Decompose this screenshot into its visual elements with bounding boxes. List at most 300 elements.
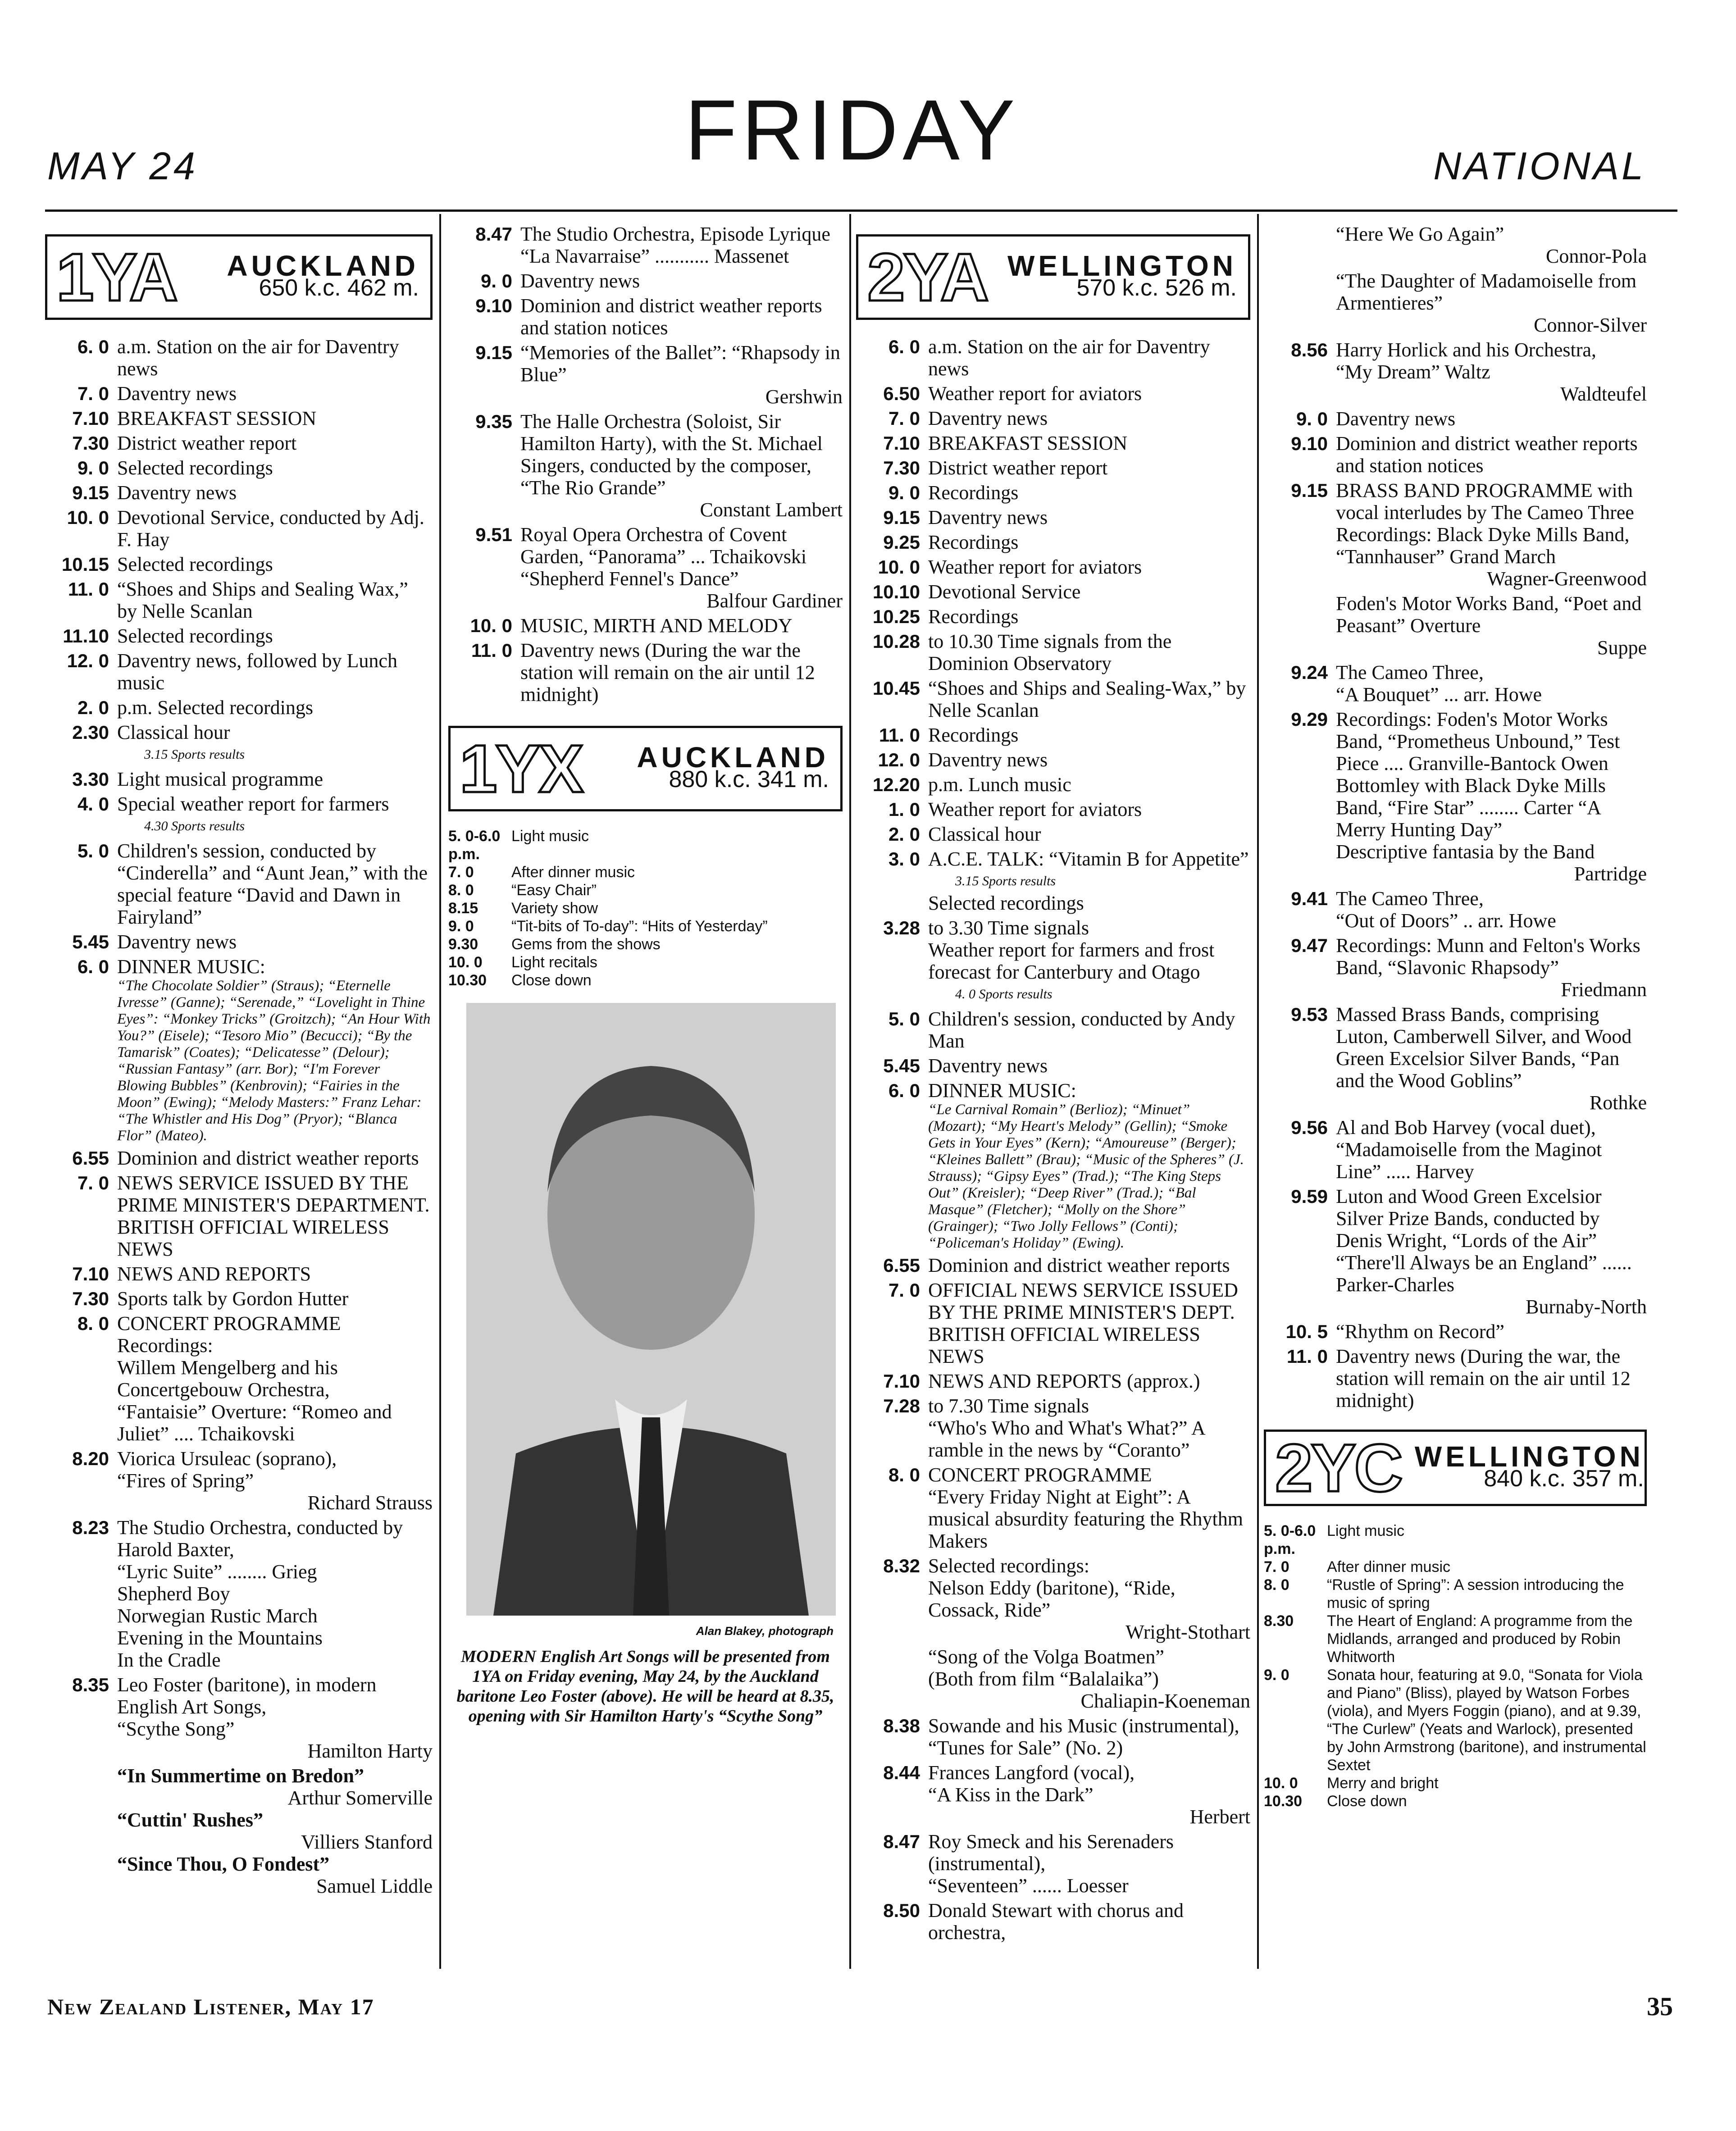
entry-text: a.m. Station on the air for Daventry news bbox=[117, 336, 399, 380]
entry-time: 12. 0 bbox=[878, 749, 920, 770]
entry-description bbox=[928, 1830, 1250, 1897]
entry-description bbox=[928, 482, 1250, 504]
schedule-entry bbox=[1264, 1116, 1647, 1183]
entry-text: The Studio Orchestra, conducted by Harold Baxter, bbox=[117, 1516, 403, 1561]
entry-text: Luton and Wood Green Excelsior Silver Prize Bands, conducted by Denis Wright, “Lords of the Air” bbox=[1336, 1185, 1602, 1252]
entry-description bbox=[117, 336, 433, 380]
entry-time bbox=[1264, 223, 1336, 267]
schedule-entry bbox=[856, 382, 1250, 405]
entry-time: 7.30 bbox=[72, 433, 109, 454]
entry-text: “Rhythm on Record” bbox=[1336, 1320, 1504, 1343]
tail-title: “Since Thou, O Fondest” bbox=[117, 1853, 330, 1875]
entry-text: Donald Stewart with chorus and orchestra, bbox=[928, 1899, 1184, 1944]
entry-description bbox=[1336, 708, 1647, 885]
schedule-entry bbox=[856, 1254, 1250, 1276]
entry-composer: Chaliapin-Koeneman bbox=[1080, 1690, 1250, 1712]
tail-composer: Samuel Liddle bbox=[316, 1875, 433, 1897]
entry-time: 8.56 bbox=[1291, 339, 1328, 360]
entry-description bbox=[928, 1254, 1250, 1276]
entry-text: OFFICIAL NEWS SERVICE ISSUED BY THE PRIME MINISTER'S DEPT. BRITISH OFFICIAL WIRELESS NEWS bbox=[928, 1279, 1238, 1367]
entry-time: 8.35 bbox=[72, 1674, 109, 1695]
entry-description bbox=[1336, 479, 1647, 590]
entry-time: 2. 0 bbox=[77, 697, 109, 718]
schedule-entry bbox=[856, 1079, 1250, 1252]
small-entry-text: Merry and bright bbox=[1327, 1775, 1439, 1792]
entry-text: Daventry news bbox=[117, 931, 237, 953]
entry-text: “Shoes and Ships and Sealing-Wax,” by Nelle Scanlan bbox=[928, 677, 1246, 721]
entry-time: 10. 0 bbox=[878, 556, 920, 578]
station-box-1ya bbox=[45, 234, 433, 320]
small-entry bbox=[1264, 1666, 1647, 1774]
entry-text: Children's session, conducted by “Cinderella” and “Aunt Jean,” with the special feature “David and Dawn in Fairyland” bbox=[117, 840, 428, 928]
entry-time: 6.55 bbox=[883, 1255, 920, 1276]
entry-note: 4.30 Sports results bbox=[144, 819, 245, 833]
entry-description bbox=[117, 650, 433, 694]
schedule-entry bbox=[856, 1899, 1250, 1944]
entry-time: 5.45 bbox=[883, 1055, 920, 1076]
entry-time: 5. 0 bbox=[888, 1008, 920, 1029]
entry-note: 3.15 Sports results bbox=[955, 874, 1056, 888]
entry-text: Weather report for aviators bbox=[928, 798, 1142, 820]
entry-text: BRASS BAND PROGRAMME with vocal interludes by The Cameo Three bbox=[1336, 479, 1634, 524]
entry-time: 11. 0 bbox=[879, 724, 920, 746]
entry-text: Viorica Ursuleac (soprano), bbox=[117, 1448, 337, 1470]
station-city: AUCKLAND bbox=[637, 741, 829, 774]
entry-description bbox=[928, 1555, 1250, 1643]
schedule-list bbox=[1264, 223, 1647, 1412]
small-entry bbox=[1264, 1576, 1647, 1612]
small-entry-text: After dinner music bbox=[511, 864, 635, 881]
entry-detail: Nelson Eddy (baritone), “Ride, Cossack, Ride” bbox=[928, 1577, 1176, 1621]
entry-time: 9.51 bbox=[475, 524, 512, 545]
entry-description bbox=[928, 1055, 1250, 1077]
entry-description bbox=[520, 270, 843, 292]
entry-time: 3.30 bbox=[72, 769, 109, 790]
schedule-entry bbox=[856, 1715, 1250, 1759]
entry-description bbox=[117, 1263, 433, 1285]
station-frequency: 840 k.c. 357 m. bbox=[1484, 1466, 1644, 1492]
entry-description bbox=[928, 1646, 1250, 1712]
entry-text: Daventry news bbox=[117, 382, 237, 405]
entry-text: Dominion and district weather reports and station notices bbox=[520, 295, 822, 339]
schedule-entry bbox=[856, 1008, 1250, 1052]
column-divider bbox=[439, 214, 441, 1969]
entry-text: Devotional Service, conducted by Adj. F. Hay bbox=[117, 506, 424, 551]
entry-composer: Partridge bbox=[1574, 863, 1647, 885]
station-city: WELLINGTON bbox=[1414, 1440, 1644, 1473]
schedule-entry bbox=[45, 457, 433, 479]
portrait-image bbox=[466, 1003, 836, 1616]
entry-time: 5. 0 bbox=[77, 840, 109, 861]
entry-description bbox=[1336, 592, 1647, 659]
schedule-entry bbox=[45, 650, 433, 694]
schedule-entry bbox=[856, 1830, 1250, 1897]
entry-time: 7.30 bbox=[883, 457, 920, 478]
entry-text: BREAKFAST SESSION bbox=[928, 432, 1128, 454]
schedule-entry bbox=[856, 724, 1250, 746]
entry-time: 4. 0 bbox=[77, 793, 109, 815]
entry-time: 7. 0 bbox=[77, 383, 109, 404]
entry-description bbox=[520, 410, 843, 521]
small-entry bbox=[448, 953, 843, 971]
entry-description bbox=[928, 531, 1250, 553]
entry-composer: Herbert bbox=[1189, 1806, 1250, 1828]
entry-text: MUSIC, MIRTH AND MELODY bbox=[520, 615, 793, 637]
entry-text: Dominion and district weather reports and station notices bbox=[1336, 433, 1638, 477]
entry-text: Recordings bbox=[928, 606, 1019, 628]
entry-description bbox=[520, 223, 843, 267]
entry-text: CONCERT PROGRAMME bbox=[117, 1312, 341, 1334]
schedule-entry bbox=[45, 506, 433, 551]
schedule-entry bbox=[45, 1288, 433, 1310]
entry-time: 10.45 bbox=[872, 678, 920, 699]
entry-description bbox=[117, 382, 433, 405]
schedule-entry bbox=[856, 1555, 1250, 1643]
entry-time: 6. 0 bbox=[888, 1080, 920, 1101]
station-box-2yc bbox=[1264, 1430, 1647, 1506]
schedule-entry bbox=[448, 342, 843, 408]
schedule-entry bbox=[1264, 592, 1647, 659]
entry-time: 6. 0 bbox=[77, 336, 109, 357]
entry-time: 9. 0 bbox=[480, 270, 512, 291]
entry-time: 9. 0 bbox=[77, 457, 109, 478]
small-entry-text: “Tit-bits of To-day”: “Hits of Yesterday” bbox=[511, 918, 768, 935]
entry-text: CONCERT PROGRAMME bbox=[928, 1464, 1152, 1486]
entry-description bbox=[928, 407, 1250, 429]
small-entry-time: 10. 0 bbox=[448, 954, 483, 971]
portrait-photo bbox=[466, 1003, 836, 1616]
entry-text: Al and Bob Harvey (vocal duet), “Madamoiselle from the Maginot Line” ..... Harvey bbox=[1336, 1116, 1602, 1183]
entry-text: Light musical programme bbox=[117, 768, 323, 790]
entry-description bbox=[117, 1516, 433, 1671]
entry-text: District weather report bbox=[928, 457, 1108, 479]
entry-time: 9. 0 bbox=[1296, 408, 1328, 429]
entry-description bbox=[928, 1464, 1250, 1552]
column-2ya-continued bbox=[1264, 223, 1647, 1810]
schedule-entry bbox=[1264, 270, 1647, 336]
entry-time: 3. 0 bbox=[888, 848, 920, 870]
schedule-entry bbox=[856, 506, 1250, 528]
schedule-entry bbox=[856, 1370, 1250, 1392]
entry-time: 7.10 bbox=[72, 1263, 109, 1284]
entry-description bbox=[117, 407, 433, 429]
entry-description bbox=[928, 1762, 1250, 1828]
station-frequency: 880 k.c. 341 m. bbox=[669, 766, 829, 792]
entry-text: “Memories of the Ballet”: “Rhapsody in Blue” bbox=[520, 342, 840, 386]
entry-description bbox=[117, 1312, 433, 1445]
entry-description bbox=[117, 931, 433, 953]
schedule-entry bbox=[45, 956, 433, 1144]
entry-description bbox=[117, 553, 433, 575]
entry-note: 4. 0 Sports results bbox=[955, 987, 1053, 1002]
entry-composer: Wagner-Greenwood bbox=[1487, 568, 1647, 590]
tail-composer: Villiers Stanford bbox=[301, 1831, 433, 1853]
small-entry bbox=[1264, 1558, 1647, 1576]
entry-text: a.m. Station on the air for Daventry news bbox=[928, 336, 1210, 380]
entry-time: 9.25 bbox=[883, 532, 920, 553]
entry-time: 2.30 bbox=[72, 722, 109, 743]
entry-text: Sowande and his Music (instrumental), bbox=[928, 1715, 1239, 1737]
small-entry-time: 8.15 bbox=[448, 900, 478, 917]
entry-text: Sports talk by Gordon Hutter bbox=[117, 1288, 349, 1310]
entry-line: Willem Mengelberg and his Concertgebouw Orchestra, bbox=[117, 1357, 338, 1401]
entry-description bbox=[117, 506, 433, 551]
entry-description bbox=[928, 823, 1250, 845]
entry-text: Selected recordings bbox=[117, 457, 273, 479]
entry-time: 10.10 bbox=[872, 581, 920, 602]
schedule-entry bbox=[856, 581, 1250, 603]
small-entry-time: 7. 0 bbox=[448, 864, 474, 881]
schedule-list bbox=[45, 336, 433, 1762]
small-entry bbox=[448, 935, 843, 953]
entry-description bbox=[1336, 339, 1647, 405]
station-city: WELLINGTON bbox=[1007, 250, 1237, 282]
entry-composer: Hamilton Harty bbox=[307, 1740, 433, 1762]
entry-description bbox=[117, 482, 433, 504]
entry-composer: Wright-Stothart bbox=[1125, 1621, 1250, 1643]
schedule-entry bbox=[45, 697, 433, 719]
entry-description bbox=[928, 432, 1250, 454]
schedule-entry bbox=[45, 578, 433, 622]
entry-time: 9.35 bbox=[475, 411, 512, 432]
entry-text: BREAKFAST SESSION bbox=[117, 407, 317, 429]
small-entry bbox=[448, 827, 843, 863]
schedule-entry bbox=[856, 606, 1250, 628]
entry-description bbox=[117, 697, 433, 719]
entry-composer: Burnaby-North bbox=[1526, 1296, 1647, 1318]
entry-time: 9.53 bbox=[1291, 1004, 1328, 1025]
schedule-entry bbox=[45, 432, 433, 454]
entry-text: DINNER MUSIC: bbox=[117, 956, 265, 978]
schedule-entry bbox=[448, 270, 843, 292]
schedule-entry bbox=[1264, 433, 1647, 477]
schedule-entry bbox=[856, 1762, 1250, 1828]
entry-description bbox=[117, 768, 433, 790]
entry-detail: Weather report for farmers and frost forecast for Canterbury and Otago bbox=[928, 939, 1215, 983]
station-box-2ya bbox=[856, 234, 1250, 320]
schedule-entry bbox=[1264, 708, 1647, 885]
entry-description bbox=[117, 1172, 433, 1260]
entry-text: District weather report bbox=[117, 432, 297, 454]
schedule-entry bbox=[1264, 934, 1647, 1001]
entry-text: Foden's Motor Works Band, “Poet and Peasant” Overture bbox=[1336, 592, 1642, 637]
station-code: 2YA bbox=[867, 239, 988, 315]
entry-time: 9.10 bbox=[1291, 433, 1328, 454]
entry-text: The Studio Orchestra, Episode Lyrique “La Navarraise” ........... Massenet bbox=[520, 223, 830, 267]
entry-description bbox=[117, 956, 433, 1144]
schedule-entry bbox=[856, 848, 1250, 914]
entry-text: Massed Brass Bands, comprising Luton, Camberwell Silver, and Wood Green Excelsior Silver Bands, “Pan and the Wood Goblins” bbox=[1336, 1003, 1632, 1092]
entry-time: 11.10 bbox=[63, 625, 109, 647]
entry-text: Weather report for aviators bbox=[928, 556, 1142, 578]
small-entry-text: Light music bbox=[511, 828, 589, 845]
entry-text: Roy Smeck and his Serenaders (instrumental), bbox=[928, 1830, 1174, 1875]
footer-publication: New Zealand Listener, May 17 bbox=[47, 1994, 374, 2019]
schedule-entry bbox=[856, 749, 1250, 771]
entry-dinner-music: “The Chocolate Soldier” (Straus); “Eternelle Ivresse” (Ganne); “Serenade,” “Lovelight in Thine Eyes”: “Monkey Tricks” (Groitzch); “An Hour With You?” (Eisele); “Tesoro Mio” (Becucci); “By the Tamarisk” (Coates); “Delicatesse” (Delour); “Russian Fantasy” (arr. Bor); “I'm Forever Blowing Bubbles” (Kenbrovin); “Fairies in the Moon” (Ewing); “Melody Masters:” Franz Lehar: “The Whistler and His Dog” (Pryor); “Blanca Flor” (Mateo). bbox=[117, 978, 431, 1144]
schedule-entry bbox=[45, 625, 433, 647]
entry-time: 11. 0 bbox=[1286, 1346, 1328, 1367]
entry-text: p.m. Selected recordings bbox=[117, 697, 313, 719]
entry-line: Recordings: bbox=[117, 1334, 213, 1357]
entry-text: Children's session, conducted by Andy Man bbox=[928, 1008, 1235, 1052]
column-divider bbox=[1257, 214, 1259, 1969]
schedule-entry bbox=[856, 531, 1250, 553]
entry-composer: Friedmann bbox=[1561, 979, 1647, 1001]
entry-description bbox=[928, 1899, 1250, 1944]
entry-description bbox=[1336, 408, 1647, 430]
entry-text: Recordings bbox=[928, 531, 1019, 553]
small-entry-text: Close down bbox=[511, 972, 592, 989]
entry-text: NEWS AND REPORTS (approx.) bbox=[928, 1370, 1200, 1392]
entry-description bbox=[1336, 223, 1647, 267]
schedule-entry bbox=[856, 630, 1250, 674]
schedule-entry bbox=[45, 1172, 433, 1260]
photo-caption: MODERN English Art Songs will be presented from 1YA on Friday evening, May 24, by the Auckland baritone Leo Foster (above). He will be heard at 8.35, opening with Sir Hamilton Harty's “Scythe Song” bbox=[456, 1647, 834, 1726]
entry-detail: “Tunes for Sale” (No. 2) bbox=[928, 1737, 1123, 1759]
schedule-list-small bbox=[448, 827, 843, 989]
schedule-entry bbox=[856, 677, 1250, 721]
schedule-entry bbox=[448, 223, 843, 267]
column-divider bbox=[849, 214, 851, 1969]
entry-time: 9.59 bbox=[1291, 1186, 1328, 1207]
schedule-list bbox=[856, 336, 1250, 1944]
entry-time: 9.15 bbox=[475, 342, 512, 363]
entry-description bbox=[928, 1279, 1250, 1367]
entry-description bbox=[928, 1008, 1250, 1052]
entry-composer: Suppe bbox=[1597, 637, 1647, 659]
entry-time: 7. 0 bbox=[77, 1172, 109, 1193]
entry-description bbox=[928, 581, 1250, 603]
entry-description bbox=[928, 774, 1250, 796]
entry-description bbox=[520, 295, 843, 339]
schedule-entry bbox=[856, 482, 1250, 504]
entry-line: Evening in the Mountains bbox=[117, 1627, 323, 1649]
small-entry bbox=[448, 881, 843, 899]
entry-detail: “A Kiss in the Dark” bbox=[928, 1784, 1094, 1806]
entry-line: “Lyric Suite” ........ Grieg bbox=[117, 1561, 317, 1583]
photo-credit: Alan Blakey, photograph bbox=[696, 1624, 834, 1638]
entry-time: 9.24 bbox=[1291, 662, 1328, 683]
small-entry bbox=[448, 917, 843, 935]
schedule-entry bbox=[856, 457, 1250, 479]
entry-description bbox=[117, 578, 433, 622]
small-entry-text: Variety show bbox=[511, 900, 598, 917]
schedule-entry bbox=[856, 407, 1250, 429]
entry-description bbox=[117, 457, 433, 479]
entry-detail: (Both from film “Balalaika”) bbox=[928, 1668, 1159, 1690]
entry-time: 12. 0 bbox=[67, 650, 109, 671]
schedule-entry bbox=[45, 1516, 433, 1671]
schedule-entry bbox=[448, 524, 843, 612]
entry-text: NEWS SERVICE ISSUED BY THE PRIME MINISTER'S DEPARTMENT. BRITISH OFFICIAL WIRELESS NEWS bbox=[117, 1172, 430, 1260]
entry-composer: Rothke bbox=[1589, 1092, 1647, 1114]
schedule-list-small bbox=[1264, 1522, 1647, 1810]
small-entry-text: Close down bbox=[1327, 1793, 1407, 1810]
entry-text: Daventry news bbox=[520, 270, 640, 292]
entry-dinner-music: “Le Carnival Romain” (Berlioz); “Minuet” (Mozart); “My Heart's Melody” (Gellin); “Smoke Gets in Your Eyes” (Kern); “Amoureuse” (Berger); “Kleines Ballett” (Brau); “Music of the Spheres” (J. Strauss); “Gipsy Eyes” (Trad.); “The King Steps Out” (Kreisler); “Deep River” (Trad.); “Bal Masque” (Fletcher); “Molly on the Shore” (Grainger); “Two Jolly Fellows” (Conti); “Policeman's Holiday” (Ewing). bbox=[928, 1102, 1244, 1251]
schedule-entry bbox=[856, 1646, 1250, 1712]
entry-time: 8. 0 bbox=[77, 1313, 109, 1334]
entry-time: 11. 0 bbox=[68, 578, 109, 600]
entry-text: Frances Langford (vocal), bbox=[928, 1762, 1135, 1784]
entry-text: Recordings bbox=[928, 482, 1019, 504]
small-entry bbox=[448, 971, 843, 989]
entry-time: 6.55 bbox=[72, 1147, 109, 1169]
entry-composer: Richard Strauss bbox=[307, 1492, 433, 1514]
entry-text: Daventry news bbox=[928, 506, 1048, 528]
entry-composer: Waldteufel bbox=[1560, 383, 1647, 405]
entry-time: 10. 5 bbox=[1285, 1321, 1328, 1342]
schedule-entry bbox=[856, 1464, 1250, 1552]
small-entry-text: “Easy Chair” bbox=[511, 882, 597, 899]
entry-description bbox=[1336, 934, 1647, 1001]
entry-time: 8. 0 bbox=[888, 1464, 920, 1485]
entry-time: 3.28 bbox=[883, 917, 920, 938]
station-frequency: 650 k.c. 462 m. bbox=[259, 275, 419, 301]
entry-time: 6.50 bbox=[883, 383, 920, 404]
schedule-entry bbox=[45, 382, 433, 405]
station-city: AUCKLAND bbox=[227, 250, 419, 282]
schedule-entry bbox=[45, 931, 433, 953]
entry-time: 5.45 bbox=[72, 931, 109, 952]
entry-description bbox=[1336, 1345, 1647, 1412]
entry-time: 9.47 bbox=[1291, 935, 1328, 956]
entry-time: 7.10 bbox=[883, 433, 920, 454]
schedule-entry bbox=[45, 407, 433, 429]
small-entry bbox=[1264, 1774, 1647, 1792]
entry-time: 9. 0 bbox=[888, 482, 920, 503]
entry-description bbox=[520, 639, 843, 706]
header-day: FRIDAY bbox=[685, 82, 1020, 178]
entry-time: 7.30 bbox=[72, 1288, 109, 1309]
entry-text: Weather report for aviators bbox=[928, 382, 1142, 405]
schedule-entry bbox=[856, 774, 1250, 796]
entry-description bbox=[117, 1288, 433, 1310]
entry-text: Daventry news bbox=[1336, 408, 1456, 430]
entry-text: Devotional Service bbox=[928, 581, 1081, 603]
small-entry bbox=[1264, 1612, 1647, 1666]
entry-time: 8.50 bbox=[883, 1900, 920, 1921]
entry-text: Daventry news, followed by Lunch music bbox=[117, 650, 397, 694]
small-entry-time: 5. 0-6.0 p.m. bbox=[448, 828, 501, 863]
entry-description bbox=[117, 721, 433, 765]
entry-description bbox=[117, 1147, 433, 1169]
entry-description bbox=[928, 606, 1250, 628]
schedule-entry bbox=[1264, 661, 1647, 706]
entry-time: 10.28 bbox=[872, 631, 920, 652]
entry-description bbox=[928, 848, 1250, 914]
station-code: 2YC bbox=[1275, 1430, 1401, 1506]
entry-text: Royal Opera Orchestra of Covent Garden, “Panorama” ... Tchaikovski “Shepherd Fennel's Dance” bbox=[520, 524, 807, 590]
entry-text: Recordings bbox=[928, 724, 1019, 746]
entry-time: 8.23 bbox=[72, 1517, 109, 1538]
small-entry-time: 9. 0 bbox=[1264, 1667, 1289, 1684]
schedule-tail bbox=[45, 1765, 433, 1897]
entry-text: to 7.30 Time signals bbox=[928, 1395, 1089, 1417]
station-frequency: 570 k.c. 526 m. bbox=[1076, 275, 1237, 301]
schedule-entry bbox=[856, 917, 1250, 1005]
entry-line: “Fires of Spring” bbox=[117, 1470, 254, 1492]
schedule-entry bbox=[45, 840, 433, 928]
entry-time: 11. 0 bbox=[471, 640, 512, 661]
entry-text: Harry Horlick and his Orchestra, bbox=[1336, 339, 1596, 361]
entry-note: 3.15 Sports results bbox=[144, 747, 245, 762]
small-entry-time: 10.30 bbox=[1264, 1793, 1303, 1810]
entry-time: 2. 0 bbox=[888, 824, 920, 845]
entry-text: p.m. Lunch music bbox=[928, 774, 1071, 796]
entry-text: Classical hour bbox=[117, 721, 230, 743]
